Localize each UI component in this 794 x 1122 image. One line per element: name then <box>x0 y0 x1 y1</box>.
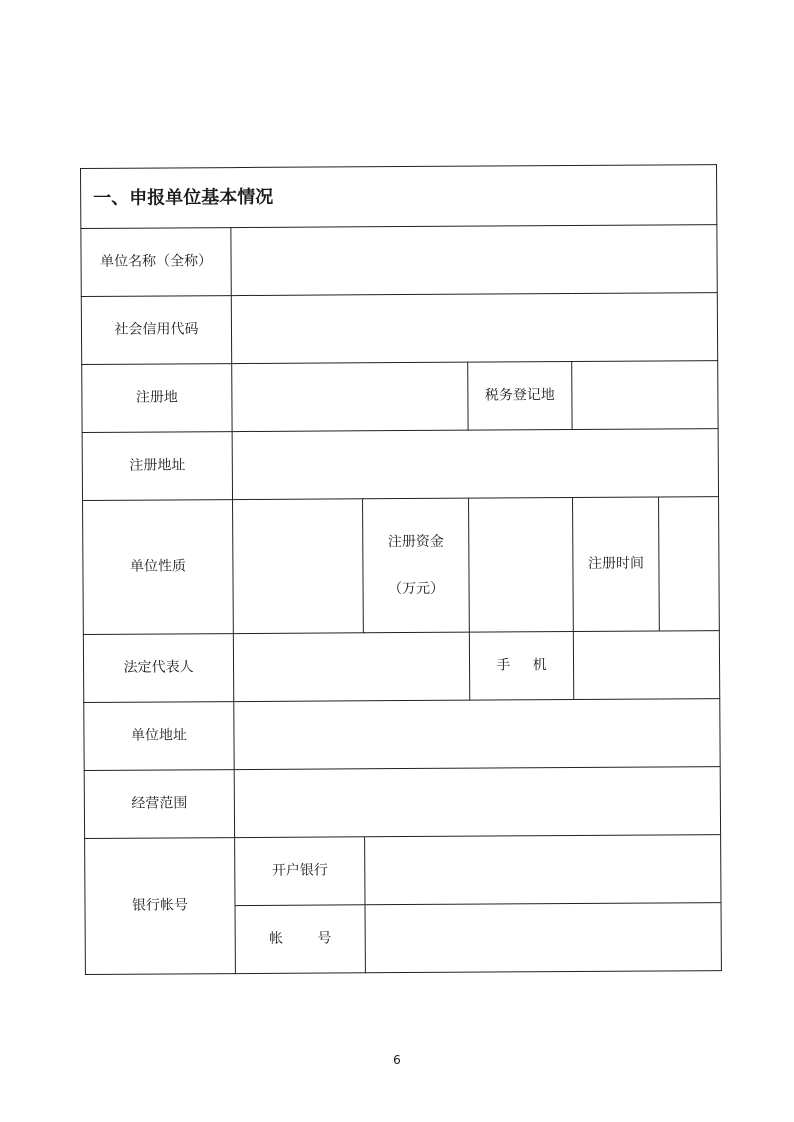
registration-place-row <box>82 361 718 433</box>
label-gap <box>363 550 468 581</box>
legal-representative-label: 法定代表人 <box>83 634 233 703</box>
basic-info-form-table <box>80 164 722 975</box>
registered-capital-label <box>363 498 470 633</box>
credit-code-field[interactable] <box>231 293 717 364</box>
opening-bank-row <box>85 835 721 907</box>
business-scope-field[interactable] <box>234 767 720 838</box>
opening-bank-field[interactable] <box>365 835 721 905</box>
credit-code-row <box>81 293 717 365</box>
registration-place-field[interactable] <box>232 362 468 431</box>
account-number-field[interactable] <box>365 903 721 973</box>
registration-place-label: 注册地 <box>82 364 232 433</box>
registered-capital-field[interactable] <box>469 497 574 632</box>
registered-address-row <box>82 429 718 501</box>
page-number: 6 <box>393 1053 401 1067</box>
mobile-field[interactable] <box>573 631 719 700</box>
business-scope-label: 经营范围 <box>84 770 234 839</box>
tax-registration-place-field[interactable] <box>572 361 718 430</box>
legal-representative-field[interactable] <box>233 632 469 701</box>
tax-registration-place-label: 税务登记地 <box>468 362 572 431</box>
unit-nature-field[interactable] <box>233 499 364 634</box>
unit-address-field[interactable] <box>234 699 720 770</box>
section-header-row <box>81 165 717 229</box>
legal-representative-row <box>83 631 719 703</box>
section-title: 一、申报单位基本情况 <box>81 165 717 229</box>
unit-nature-row <box>83 497 720 635</box>
account-number-label: 帐 号 <box>235 905 365 974</box>
registered-address-field[interactable] <box>232 429 718 500</box>
mobile-label: 手 机 <box>469 631 573 700</box>
unit-address-label: 单位地址 <box>84 702 234 771</box>
registered-address-label: 注册地址 <box>82 432 232 501</box>
business-scope-row <box>84 767 720 839</box>
registration-time-field[interactable] <box>659 497 720 631</box>
unit-name-field[interactable] <box>231 225 717 296</box>
unit-address-row <box>84 699 720 771</box>
unit-name-row <box>81 225 717 297</box>
opening-bank-label: 开户银行 <box>235 837 365 906</box>
registered-capital-label-line2: （万元） <box>388 580 445 597</box>
unit-nature-label: 单位性质 <box>83 500 234 635</box>
bank-account-label: 银行帐号 <box>85 838 236 975</box>
registered-capital-label-line1: 注册资金 <box>387 533 444 550</box>
credit-code-label: 社会信用代码 <box>81 296 231 365</box>
registration-time-label: 注册时间 <box>573 497 660 632</box>
unit-name-label: 单位名称（全称） <box>81 228 231 297</box>
